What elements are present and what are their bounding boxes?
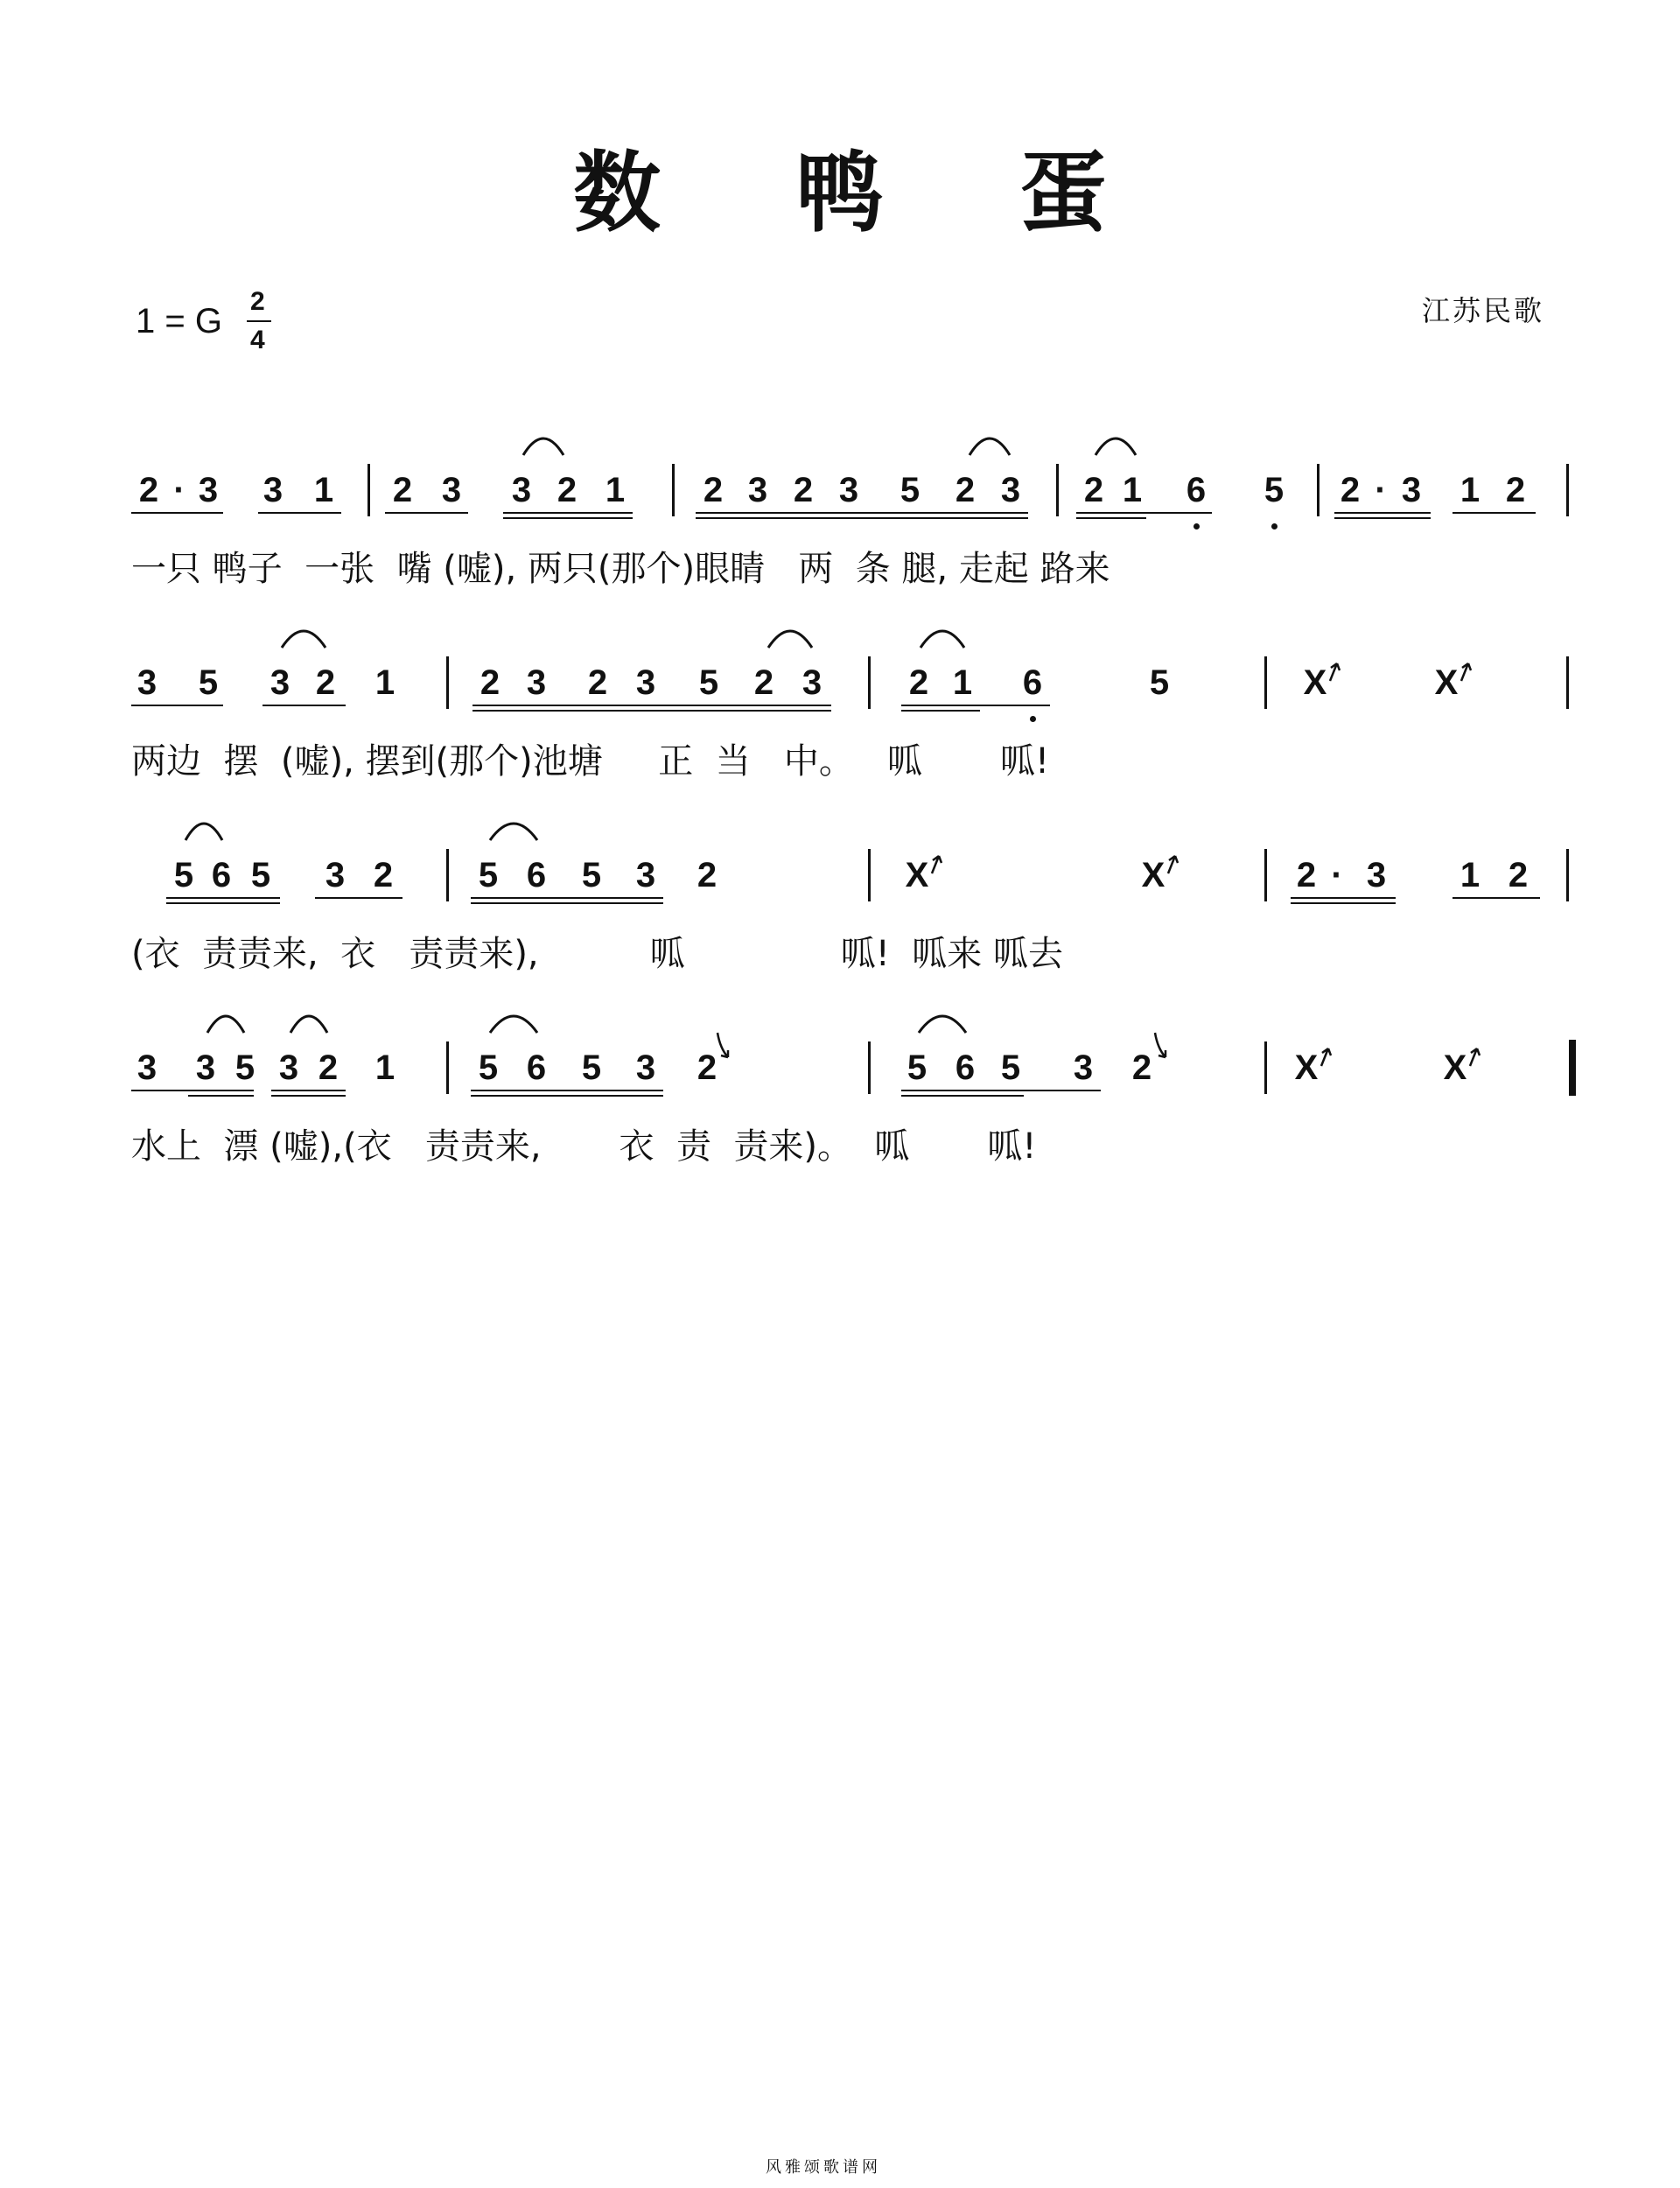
note: 2: [587, 663, 608, 702]
note: 2: [955, 471, 976, 509]
note: 3: [635, 1048, 656, 1087]
note: 5: [906, 1048, 928, 1087]
key-signature: 1 = G: [136, 302, 222, 340]
note: 5: [581, 856, 602, 894]
note: 5: [234, 1048, 256, 1087]
note: 3: [747, 471, 768, 509]
note: 3: [511, 471, 532, 509]
note: 3: [198, 471, 219, 509]
note-dot: ·: [1375, 471, 1387, 509]
falling-arrow-icon: [1155, 1033, 1166, 1057]
note: 3: [1366, 856, 1387, 894]
note: 1: [1122, 471, 1143, 509]
note: 2: [1296, 856, 1317, 894]
note: 5: [581, 1048, 602, 1087]
note: 3: [838, 471, 859, 509]
note: 2: [392, 471, 413, 509]
note: 2: [1340, 471, 1361, 509]
time-signature-bottom: 4: [250, 326, 265, 354]
song-title: 数 鸭 蛋: [573, 141, 1159, 244]
spoken-note: X: [1443, 1048, 1467, 1087]
time-signature-top: 2: [250, 287, 265, 316]
note: 6: [526, 856, 547, 894]
note: 2: [908, 663, 929, 702]
note: 3: [1073, 1048, 1094, 1087]
note: 2: [1083, 471, 1104, 509]
note: 2: [753, 663, 774, 702]
note: 1: [374, 663, 396, 702]
note: 2: [480, 663, 500, 702]
note: 5: [478, 856, 499, 894]
note: 5: [698, 663, 719, 702]
rising-arrow-icon: [1330, 663, 1340, 681]
rising-arrow-icon: [932, 856, 942, 873]
slur-mark: [523, 438, 564, 455]
slur-mark: [970, 438, 1010, 455]
note-dot: ·: [173, 471, 186, 509]
note: 3: [1000, 471, 1021, 509]
note: 1: [374, 1048, 396, 1087]
note: 2: [138, 471, 159, 509]
note: 3: [635, 856, 656, 894]
note: 3: [270, 663, 290, 702]
note: 3: [441, 471, 462, 509]
note: 6: [955, 1048, 976, 1087]
note: 5: [250, 856, 271, 894]
spoken-note: X: [1303, 663, 1327, 702]
falling-arrow-icon: [718, 1033, 728, 1057]
slur-mark: [768, 631, 812, 648]
spoken-note: X: [905, 856, 929, 894]
note: 2: [703, 471, 724, 509]
note: 5: [900, 471, 920, 509]
slur-mark: [290, 1016, 327, 1033]
spoken-note: X: [1141, 856, 1166, 894]
lyric-line: 水上 漂 (嘘),(衣 责责来, 衣 责 责来)。 呱 呱!: [131, 1126, 1037, 1167]
note: 6: [526, 1048, 547, 1087]
note: 2: [315, 663, 336, 702]
note: 3: [802, 663, 822, 702]
spoken-note: X: [1294, 1048, 1319, 1087]
spoken-note: X: [1434, 663, 1459, 702]
note: 2: [318, 1048, 339, 1087]
note: 2: [373, 856, 394, 894]
note: 2: [793, 471, 814, 509]
note: 5: [478, 1048, 499, 1087]
rising-arrow-icon: [1168, 856, 1178, 873]
rising-arrow-icon: [1321, 1048, 1331, 1066]
note: 5: [173, 856, 194, 894]
slur-mark: [919, 1016, 966, 1033]
slur-mark: [920, 631, 964, 648]
note: 1: [952, 663, 973, 702]
note: 2: [696, 856, 718, 894]
note-dot: ·: [1331, 856, 1343, 894]
note: 3: [1401, 471, 1422, 509]
note: 3: [195, 1048, 216, 1087]
note: 6: [1186, 471, 1207, 509]
lyric-line: 两边 摆 (嘘), 摆到(那个)池塘 正 当 中。 呱 呱!: [131, 741, 1050, 782]
slur-mark: [282, 631, 326, 648]
note: 6: [211, 856, 232, 894]
note: 6: [1022, 663, 1043, 702]
note: 2: [696, 1048, 718, 1087]
note: 2: [1505, 471, 1526, 509]
lyric-line: (衣 责责来, 衣 责责来), 呱 呱! 呱来 呱去: [131, 934, 1063, 974]
slur-mark: [207, 1016, 244, 1033]
slur-mark: [1096, 438, 1136, 455]
note: 2: [556, 471, 578, 509]
note: 1: [605, 471, 626, 509]
note: 1: [313, 471, 334, 509]
slur-mark: [186, 824, 222, 840]
rising-arrow-icon: [1461, 663, 1471, 681]
note: 2: [1131, 1048, 1152, 1087]
slur-mark: [490, 824, 537, 840]
note: 1: [1460, 856, 1480, 894]
note: 3: [136, 1048, 158, 1087]
note: 5: [1264, 471, 1284, 509]
note: 3: [325, 856, 346, 894]
note: 3: [526, 663, 547, 702]
note: 3: [278, 1048, 299, 1087]
rising-arrow-icon: [1470, 1048, 1480, 1066]
note: 3: [136, 663, 158, 702]
slur-mark: [490, 1016, 537, 1033]
note: 5: [198, 663, 219, 702]
song-source: 江苏民歌: [1422, 294, 1545, 327]
footer-credit: 风雅颂歌谱网: [766, 2158, 881, 2177]
note: 3: [635, 663, 656, 702]
note: 1: [1460, 471, 1480, 509]
note: 5: [1000, 1048, 1021, 1087]
lyric-line: 一只 鸭子 一张 嘴 (嘘), 两只(那个)眼睛 两 条 腿, 走起 路来: [131, 549, 1110, 589]
note: 2: [1508, 856, 1529, 894]
note: 3: [262, 471, 284, 509]
note: 5: [1149, 663, 1170, 702]
